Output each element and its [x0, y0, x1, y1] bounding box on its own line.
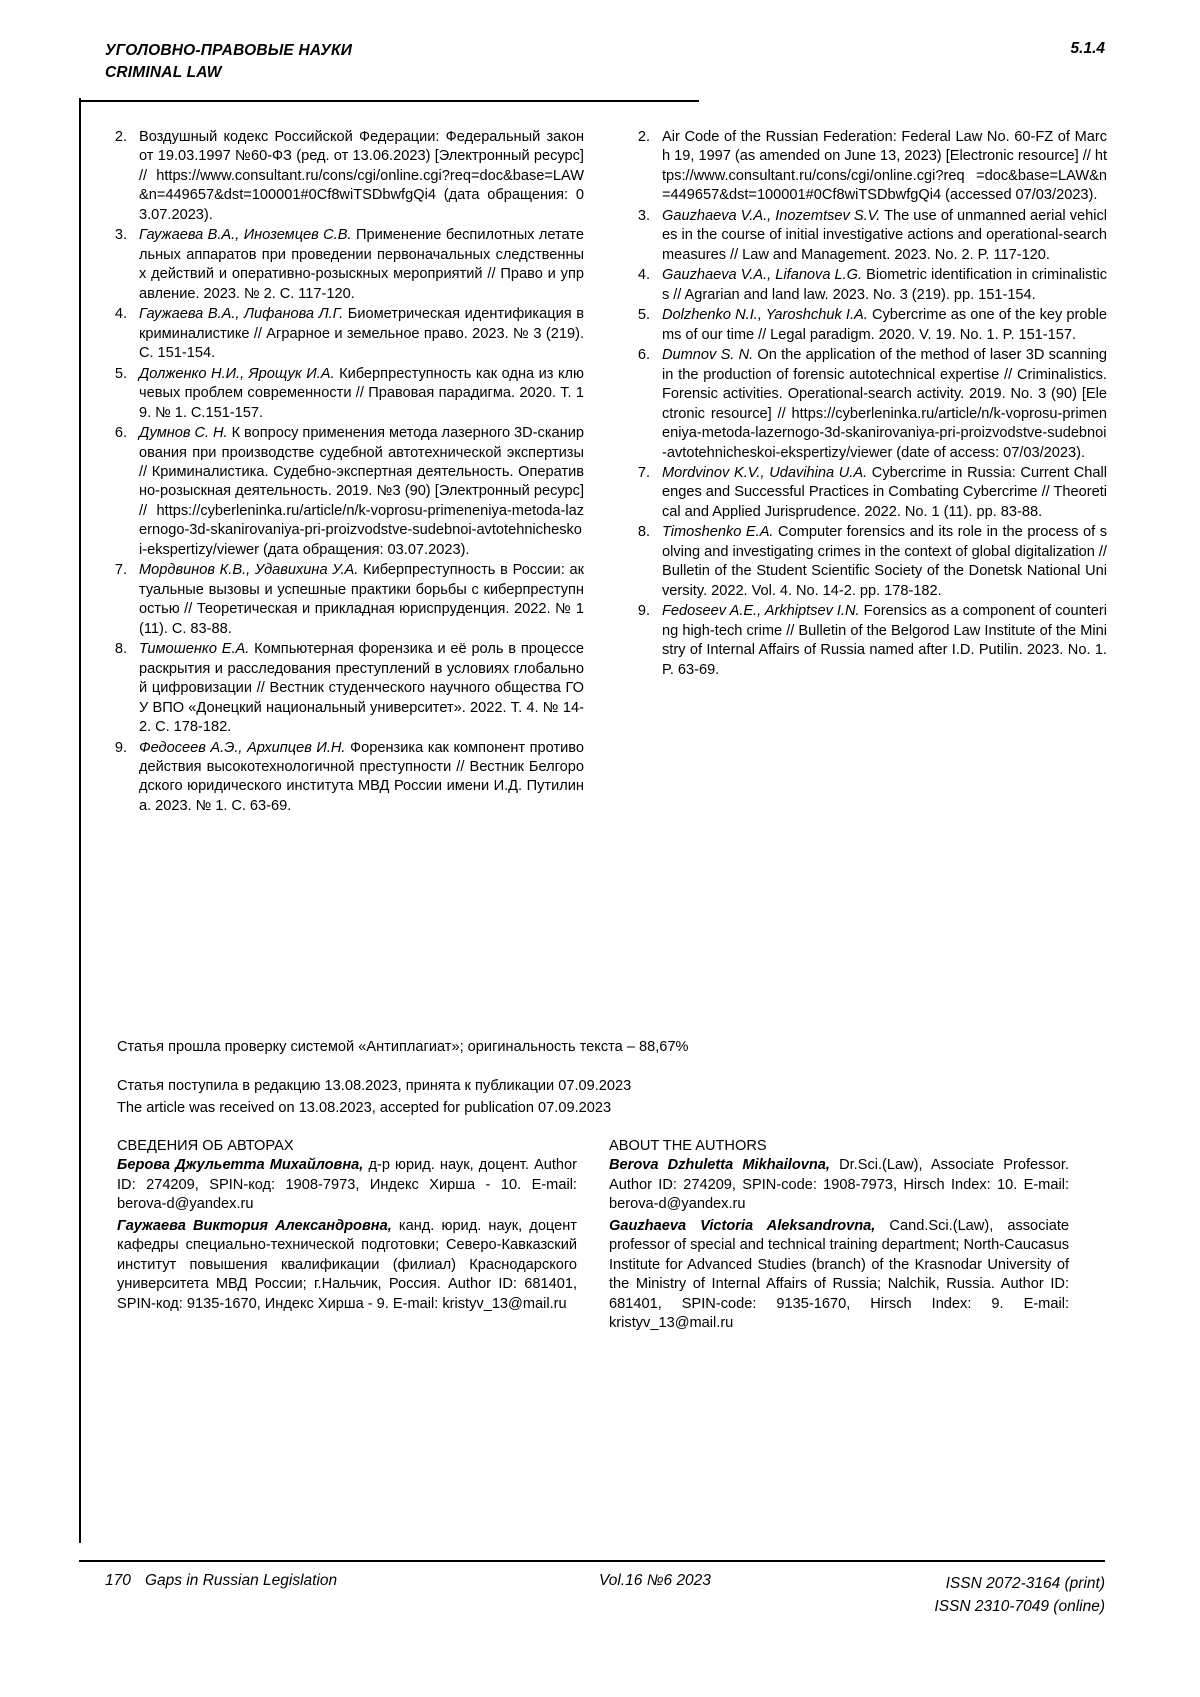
left-vertical-rule: [79, 98, 81, 1543]
footer-divider: [79, 1560, 1105, 1562]
reference-number: 9.: [114, 739, 127, 756]
reference-authors: Mordvinov K.V., Udavihina U.A.: [662, 464, 868, 481]
page-header: [105, 40, 1105, 85]
reference-number: 3.: [114, 227, 127, 244]
reference-number: 9.: [637, 603, 650, 620]
reference-number: 4.: [114, 306, 127, 323]
reference-number: 2.: [637, 129, 650, 145]
reference-authors: Timoshenko E.A.: [662, 524, 774, 541]
reference-number: 5.: [637, 307, 650, 324]
reference-number: 3.: [637, 207, 650, 224]
reference-number: 7.: [637, 464, 650, 481]
footer-issn-online: ISSN 2310-7049 (online): [934, 1598, 1105, 1616]
author-entry: [609, 1217, 1069, 1334]
author-info-heading-ru: СВЕДЕНИЯ ОБ АВТОРАХ: [117, 1138, 294, 1154]
reference-item: [628, 207, 1107, 265]
reference-text: Cybercrime as one of the key problems of our time // Legal paradigm. 2020. V. 19. No. 1. P. 151-157.: [662, 307, 1108, 343]
footer-page-number: 170: [105, 1572, 131, 1589]
references-column-en: [628, 128, 1107, 817]
author-entry: [609, 1156, 1069, 1215]
reference-item: [105, 739, 584, 817]
reference-authors: Мордвинов К.В., Удавихина У.А.: [139, 562, 359, 579]
author-details: Cand.Sci.(Law), associate professor of special and technical training department; North-Caucasus Institute for Advanced Studies (branch) of the Krasnodar University of the Ministry of Internal Affairs of Russia; Nalchik, Russia. Author ID: 681401, SPIN-code: 9135-1670, Hirsch Index: 9. E-mail: kristyv_13@mail.ru: [609, 1217, 1069, 1332]
article-notes: [117, 1037, 1097, 1120]
reference-number: 8.: [637, 524, 650, 541]
reference-text: Air Code of the Russian Federation: Federal Law No. 60-FZ of March 19, 1997 (as amended on June 13, 2023) [Electronic resource] // https://www.consultant.ru/cons/cgi/online.cgi?req =doc&base=LAW&n=449657&dst=100001#0Cf8wiTSDbwfgQi4 (accessed 07/03/2023).: [662, 129, 1107, 204]
reference-authors: Gauzhaeva V.A., Inozemtsev S.V.: [662, 207, 881, 224]
header-section-code: 5.1.4: [1070, 40, 1105, 57]
reference-number: 6.: [637, 347, 650, 364]
header-title-en: CRIMINAL LAW: [105, 64, 222, 82]
author-name: Berova Dzhuletta Mikhailovna,: [609, 1157, 830, 1173]
reference-number: 5.: [114, 365, 127, 382]
reference-authors: Тимошенко Е.А.: [139, 641, 250, 658]
reference-text: Киберпреступность как одна из ключевых проблем современности // Правовая парадигма. 2020. Т. 19. № 1. С.151-157.: [139, 365, 585, 421]
reference-number: 7.: [114, 562, 127, 579]
reference-item: [628, 266, 1107, 305]
reference-authors: Dolzhenko N.I., Yaroshchuk I.A.: [662, 307, 868, 324]
notes-spacer: [117, 1059, 1097, 1076]
header-section-titles: [105, 40, 352, 85]
reference-authors: Долженко Н.И., Ярощук И.А.: [139, 365, 335, 382]
references-columns: [105, 128, 1107, 817]
references-column-ru: [105, 128, 584, 817]
author-name: Берова Джульетта Михайловна,: [117, 1157, 364, 1173]
reference-text: К вопросу применения метода лазерного 3D-сканирования при производстве судебной автотехнической экспертизы // Криминалистика. Судебно-экспертная деятельность. Оперативно-розыскная деятельность. 2019. №3 (90) [Электронный ресурс] // https://cyberleninka.ru/article/n/k-voprosu-primeneniya-metoda-lazernogo-3d-skanirovaniya-pri-proizvodstve-sudebnoi-avtotehnicheskoi-ekspertizy/viewer (дата обращения: 03.07.2023).: [139, 425, 584, 558]
reference-authors: Думнов С. Н.: [139, 425, 228, 442]
author-entry: [117, 1156, 577, 1215]
footer-volume: Vol.16 №6 2023: [599, 1572, 711, 1589]
reference-text: Компьютерная форензика и её роль в процессе раскрытия и расследования преступлений в условиях глобальной цифровизации // Вестник студенческого научного общества ГОУ ВПО «Донецкий национальный университет». 2022. Т. 4. № 14-2. С. 178-182.: [139, 641, 585, 736]
reference-authors: Dumnov S. N.: [662, 347, 754, 364]
reference-item: [105, 424, 584, 560]
header-divider: [79, 100, 699, 102]
reference-text: Киберпреступность в России: актуальные вызовы и успешные практики борьбы с киберпреступностью // Теоретическая и прикладная юриспруденция. 2022. № 1 (11). С. 83-88.: [139, 562, 584, 637]
antiplagiat-note: Статья прошла проверку системой «Антиплагиат»; оригинальность текста – 88,67%: [117, 1039, 689, 1055]
reference-text: Биометрическая идентификация в криминалистике // Аграрное и земельное право. 2023. № 3 (219). С. 151-154.: [139, 306, 584, 362]
author-entry: [117, 1217, 577, 1315]
reference-list-en: [628, 128, 1107, 680]
reference-item: [105, 561, 584, 639]
reference-text: Cybercrime in Russia: Current Challenges and Successful Practices in Combating Cybercrime // Theoretical and Applied Jurisprudence. 2022. No. 1 (11). pp. 83-88.: [662, 464, 1107, 520]
page-footer: [105, 1572, 1105, 1616]
reference-text: Применение беспилотных летательных аппаратов при проведении первоначальных следственных действий и оперативно-розыскных мероприятий // Право и управление. 2023. № 2. С. 117-120.: [139, 227, 584, 302]
reference-text: Forensics as a component of countering high-tech crime // Bulletin of the Belgorod Law Institute of the Ministry of Internal Affairs of Russia named after I.D. Putilin. 2023. No. 1. P. 63-69.: [662, 603, 1107, 678]
reference-text: Computer forensics and its role in the process of solving and investigating crimes in the context of global digitalization // Bulletin of the Student Scientific Society of the Donetsk National University. 2022. Vol. 4. No. 14-2. pp. 178-182.: [662, 524, 1107, 599]
reference-text: The use of unmanned aerial vehicles in the course of initial investigative actions and operational-search measures // Law and Management. 2023. No. 2. P. 117-120.: [662, 207, 1108, 263]
received-note-en: The article was received on 13.08.2023, accepted for publication 07.09.2023: [117, 1099, 612, 1116]
reference-item: [628, 464, 1107, 522]
reference-list-ru: [105, 128, 584, 816]
reference-text: On the application of the method of laser 3D scanning in the production of forensic autotechnical expertise // Criminalistics. Forensic activities. Operational-search activity. 2019. No. 3 (90) [Electronic resource] // https://cyberleninka.ru/article/n/k-voprosu-primeneniya-metoda-lazernogo-3d-skanirovaniya-pri-proizvodstve-sudebnoi-avtotehnicheskoi-ekspertizy/viewer (date of access: 07/03/2023).: [662, 347, 1107, 461]
reference-authors: Gauzhaeva V.A., Lifanova L.G.: [662, 267, 863, 284]
reference-authors: Федосеев А.Э., Архипцев И.Н.: [139, 739, 346, 756]
reference-number: 4.: [637, 267, 650, 284]
author-info-ru: [117, 1138, 577, 1334]
reference-item: [628, 128, 1107, 206]
reference-item: [628, 523, 1107, 601]
author-info: [117, 1138, 1107, 1334]
footer-issn-print: ISSN 2072-3164 (print): [945, 1575, 1105, 1592]
reference-item: [105, 365, 584, 423]
reference-item: [628, 306, 1107, 345]
reference-authors: Гаужаева В.А., Лифанова Л.Г.: [139, 306, 344, 323]
reference-item: [628, 346, 1107, 463]
author-info-heading-en: ABOUT THE AUTHORS: [609, 1138, 767, 1154]
author-name: Гаужаева Виктория Александровна,: [117, 1217, 392, 1234]
footer-journal-title: Gaps in Russian Legislation: [145, 1572, 338, 1589]
reference-number: 6.: [114, 425, 127, 442]
author-name: Gauzhaeva Victoria Aleksandrovna,: [609, 1217, 876, 1234]
reference-item: [105, 226, 584, 304]
author-details: д-р юрид. наук, доцент. Author ID: 274209, SPIN-код: 1908-7973, Индекс Хирша - 10. E-mail: berova-d@yandex.ru: [117, 1157, 577, 1213]
reference-authors: Гаужаева В.А., Иноземцев С.В.: [139, 227, 352, 244]
reference-authors: Fedoseev A.E., Arkhiptsev I.N.: [662, 603, 860, 620]
received-note-ru: Статья поступила в редакцию 13.08.2023, принята к публикации 07.09.2023: [117, 1077, 632, 1094]
footer-issn: [934, 1572, 1105, 1619]
author-details: канд. юрид. наук, доцент кафедры специально-технической подготовки; Северо-Кавказский институт повышения квалификации (филиал) Краснодарского университета МВД России; г.Нальчик, Россия. Author ID: 681401, SPIN-код: 9135-1670, Индекс Хирша - 9. E-mail: kristyv_13@mail.ru: [117, 1217, 577, 1312]
reference-item: [105, 640, 584, 737]
reference-number: 2.: [114, 129, 127, 145]
reference-item: [105, 128, 584, 225]
reference-item: [628, 602, 1107, 680]
reference-text: Biometric identification in criminalistics // Agrarian and land law. 2023. No. 3 (219). pp. 151-154.: [662, 267, 1107, 303]
reference-text: Воздушный кодекс Российской Федерации: Федеральный закон от 19.03.1997 №60-ФЗ (ред. от 13.06.2023) [Электронный ресурс] // https://www.consultant.ru/cons/cgi/online.cgi?req=doc&base=LAW&n=449657&dst=100001#0Cf8wiTSDbwfgQi4 (дата обращения: 03.07.2023).: [139, 129, 584, 223]
reference-text: Форензика как компонент противодействия высокотехнологичной преступности // Вестник Белгородского юридического института МВД России имени И.Д. Путилина. 2023. № 1. С. 63-69.: [139, 739, 585, 814]
header-title-ru: УГОЛОВНО-ПРАВОВЫЕ НАУКИ: [105, 42, 353, 59]
author-info-en: [609, 1138, 1069, 1334]
author-details: Dr.Sci.(Law), Associate Professor. Author ID: 274209, SPIN-code: 1908-7973, Hirsch Index: 10. E-mail: berova-d@yandex.ru: [609, 1157, 1069, 1213]
reference-number: 8.: [114, 641, 127, 658]
reference-item: [105, 305, 584, 363]
